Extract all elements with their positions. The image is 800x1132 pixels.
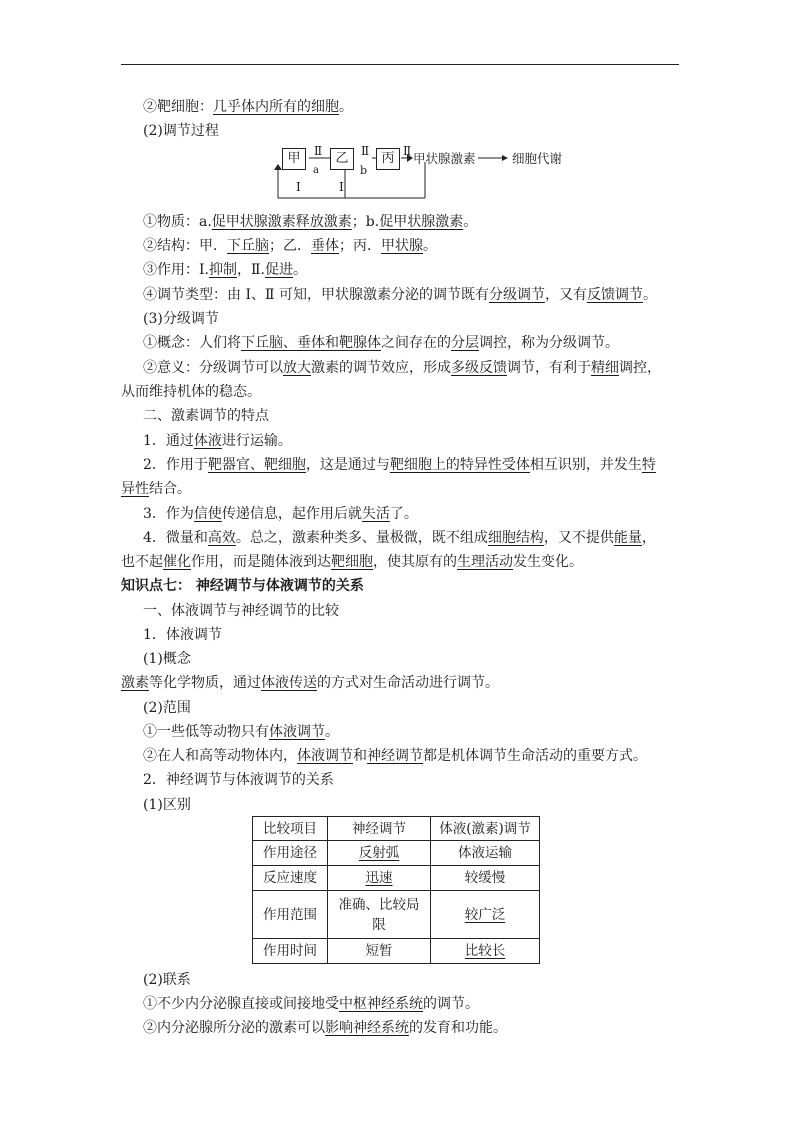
- label-a: a: [313, 165, 319, 176]
- answer-underline: 促甲状腺激素释放激素: [211, 214, 352, 230]
- text: ②结构：甲．: [143, 238, 227, 254]
- answer-underline: 比较长: [464, 943, 506, 959]
- answer-underline: 神经调节: [367, 748, 423, 764]
- metabolism-label: 细胞代谢: [512, 151, 563, 166]
- answer-underline: 细胞结构: [487, 530, 544, 546]
- meaning-line-2: 从而维持机体的稳态。: [121, 384, 261, 400]
- text: ①概念：人们将: [143, 335, 241, 351]
- text: 也不起: [121, 554, 163, 570]
- answer-underline: 靶器官、靶细胞: [207, 457, 306, 473]
- roman-1-b: Ⅰ: [339, 180, 344, 194]
- text: 。: [642, 287, 657, 303]
- text: ①物质：a.: [143, 214, 212, 230]
- table-row: [253, 841, 540, 866]
- answer-underline: 靶细胞: [331, 554, 373, 570]
- thyroid-hormone-label: 甲状腺激素: [413, 151, 476, 166]
- answer-underline: 下丘脑: [227, 238, 269, 254]
- table-cell: 体液运输: [431, 841, 540, 866]
- meaning-line: [143, 357, 661, 379]
- text: 的调节。: [423, 996, 479, 1012]
- label-b: b: [360, 164, 368, 177]
- answer-underline: 分级调节: [488, 287, 545, 303]
- answer-underline: 下丘脑、垂体和靶腺体: [241, 335, 381, 351]
- text: ；b.: [351, 214, 380, 230]
- text: 。: [463, 214, 478, 230]
- answer-underline: 能量: [613, 530, 642, 546]
- table-cell: [328, 866, 431, 891]
- answer-underline: 抑制: [208, 262, 237, 278]
- text: 1．通过: [143, 433, 194, 449]
- table-row: [253, 939, 540, 964]
- text: 调节，有利于: [507, 360, 591, 376]
- text: 。: [325, 724, 339, 740]
- relation-1: [143, 993, 479, 1015]
- text: ，使其原有的: [373, 554, 457, 570]
- feature-1: [143, 430, 292, 452]
- text: ②靶细胞：: [143, 99, 213, 115]
- answer-underline: 精细: [591, 360, 619, 376]
- answer-underline: 几乎体内所有的细胞: [213, 99, 339, 115]
- roman-1-a: Ⅰ: [296, 180, 301, 194]
- feature-3: [143, 503, 418, 525]
- subsection-heading: 2．神经调节与体液调节的关系: [143, 772, 334, 788]
- answer-underline: 体液: [193, 433, 222, 449]
- text: ①一些低等动物只有: [143, 724, 269, 740]
- answer-underline: 垂体: [311, 238, 339, 254]
- text: 。: [292, 262, 307, 278]
- section-heading: 一、体液调节与神经调节的比较: [143, 603, 339, 619]
- text: ；丙．: [339, 238, 381, 254]
- text: 调控，称为分级调节。: [479, 335, 619, 351]
- text: 相互识别，并发生: [529, 457, 642, 473]
- text: 结合。: [149, 481, 191, 497]
- cell-line: 限: [372, 916, 386, 933]
- answer-underline: 高效: [207, 530, 236, 546]
- scope-2: [143, 745, 647, 767]
- answer-underline: 激素: [121, 675, 149, 691]
- answer-underline: 失活: [361, 506, 390, 522]
- text: 2．作用于: [143, 457, 208, 473]
- text: 4．微量和: [143, 530, 208, 546]
- text: ①不少内分泌腺直接或间接地受: [143, 996, 339, 1012]
- table-cell: [328, 891, 431, 939]
- cell-line: 准确、比较局: [338, 896, 420, 913]
- feature-4-cont: [121, 551, 583, 573]
- text: 。: [339, 99, 353, 115]
- text: ，Ⅱ.: [236, 262, 265, 278]
- table-header-cell: 比较项目: [253, 817, 328, 841]
- text: 传递信息，起作用后就: [221, 506, 362, 522]
- feature-2-cont: [121, 478, 191, 500]
- text: 进行运输。: [221, 433, 292, 449]
- answer-underline: 体液调节: [297, 748, 353, 764]
- table-header-cell: 神经调节: [328, 817, 431, 841]
- table-cell: 反应速度: [253, 866, 328, 891]
- answer-underline: 催化: [163, 554, 191, 570]
- answer-underline: 多级反馈: [451, 360, 507, 376]
- box-jia: 甲: [282, 148, 306, 170]
- roman-2-b: Ⅱ: [361, 144, 370, 158]
- text: ；乙．: [269, 238, 311, 254]
- section-heading: (2)调节过程: [143, 123, 219, 139]
- section-heading: 二、激素调节的特点: [143, 408, 269, 424]
- text: 作用，而是随体液到达: [191, 554, 331, 570]
- answer-underline: 分层: [451, 335, 479, 351]
- text: ④调节类型：由 Ⅰ、Ⅱ 可知，甲状腺激素分泌的调节既有: [143, 287, 489, 303]
- text: ②内分泌腺所分泌的激素可以: [143, 1020, 325, 1036]
- table-cell: 短暂: [328, 939, 431, 964]
- text: ，这是通过与: [305, 457, 390, 473]
- effect-line: [143, 259, 307, 281]
- answer-underline: 靶细胞上的特异性受体: [389, 457, 530, 473]
- answer-underline: 体液调节: [269, 724, 325, 740]
- text: 之间存在的: [381, 335, 451, 351]
- feature-4: [143, 527, 656, 549]
- concept-line: [143, 332, 619, 354]
- text: 的方式对生命活动进行调节。: [317, 675, 499, 691]
- table-cell: 作用范围: [253, 891, 328, 939]
- table-cell: [431, 939, 540, 964]
- table-cell: 作用途径: [253, 841, 328, 866]
- answer-underline: 促甲状腺激素: [379, 214, 464, 230]
- table-cell: [431, 891, 540, 939]
- structure-line: [143, 235, 437, 257]
- text: 的发育和功能。: [409, 1020, 507, 1036]
- subsection-heading: 1．体液调节: [143, 627, 222, 643]
- text: 发生变化。: [513, 554, 583, 570]
- answer-underline: 异性: [121, 481, 149, 497]
- table-cell: [328, 841, 431, 866]
- humoral-concept: [121, 672, 499, 694]
- text: 。: [423, 238, 437, 254]
- answer-underline: 中枢神经系统: [339, 996, 423, 1012]
- text: 调控，: [619, 360, 661, 376]
- text: 3．作为: [143, 506, 194, 522]
- box-bing: 丙: [376, 148, 400, 170]
- answer-underline: 放大: [283, 360, 311, 376]
- header-rule: [121, 64, 679, 65]
- table-row: [253, 891, 540, 939]
- text: ③作用：Ⅰ.: [143, 262, 209, 278]
- text: ，: [641, 530, 656, 546]
- text: 。总之，激素种类多、量极微，既不组成: [235, 530, 488, 546]
- box-yi: 乙: [330, 148, 354, 170]
- subsection-heading: (2)联系: [143, 972, 191, 988]
- table-header-row: [253, 817, 540, 841]
- subsection-heading: (1)概念: [143, 651, 191, 667]
- section-heading: (3)分级调节: [143, 311, 219, 327]
- table-cell: 作用时间: [253, 939, 328, 964]
- text: 等化学物质，通过: [149, 675, 261, 691]
- answer-underline: 较广泛: [464, 906, 506, 923]
- text: ，又有: [544, 287, 587, 303]
- text: 了。: [389, 506, 418, 522]
- comparison-table: [252, 816, 540, 964]
- material-line: [143, 211, 477, 233]
- table-row: [253, 866, 540, 891]
- type-line: [143, 284, 657, 306]
- target-cell-line: [143, 96, 353, 118]
- answer-underline: 影响神经系统: [325, 1020, 409, 1036]
- relation-2: [143, 1017, 507, 1039]
- answer-underline: 生理活动: [457, 554, 513, 570]
- scope-1: [143, 721, 339, 743]
- subsection-heading: (2)范围: [143, 700, 191, 716]
- answer-underline: 信使: [193, 506, 222, 522]
- answer-underline: 体液传送: [261, 675, 317, 691]
- answer-underline: 特: [641, 457, 656, 473]
- roman-2-c: Ⅱ: [403, 144, 412, 158]
- text: 都是机体调节生命活动的重要方式。: [423, 748, 647, 764]
- text: ②意义：分级调节可以: [143, 360, 283, 376]
- text: 激素的调节效应，形成: [311, 360, 451, 376]
- answer-underline: 反射弧: [358, 845, 400, 861]
- answer-underline: 迅速: [365, 870, 393, 886]
- subsection-heading: (1)区别: [143, 797, 191, 813]
- text: 和: [353, 748, 367, 764]
- text: ②在人和高等动物体内，: [143, 748, 297, 764]
- table-cell: 较缓慢: [431, 866, 540, 891]
- feature-2: [143, 454, 656, 476]
- answer-underline: 甲状腺: [381, 238, 423, 254]
- text: ，又不提供: [543, 530, 614, 546]
- roman-2-a: Ⅱ: [314, 144, 323, 158]
- table-header-cell: 体液(激素)调节: [431, 817, 540, 841]
- answer-underline: 反馈调节: [586, 287, 643, 303]
- answer-underline: 促进: [264, 262, 293, 278]
- knowledge-point-heading: 知识点七： 神经调节与体液调节的关系: [121, 578, 364, 594]
